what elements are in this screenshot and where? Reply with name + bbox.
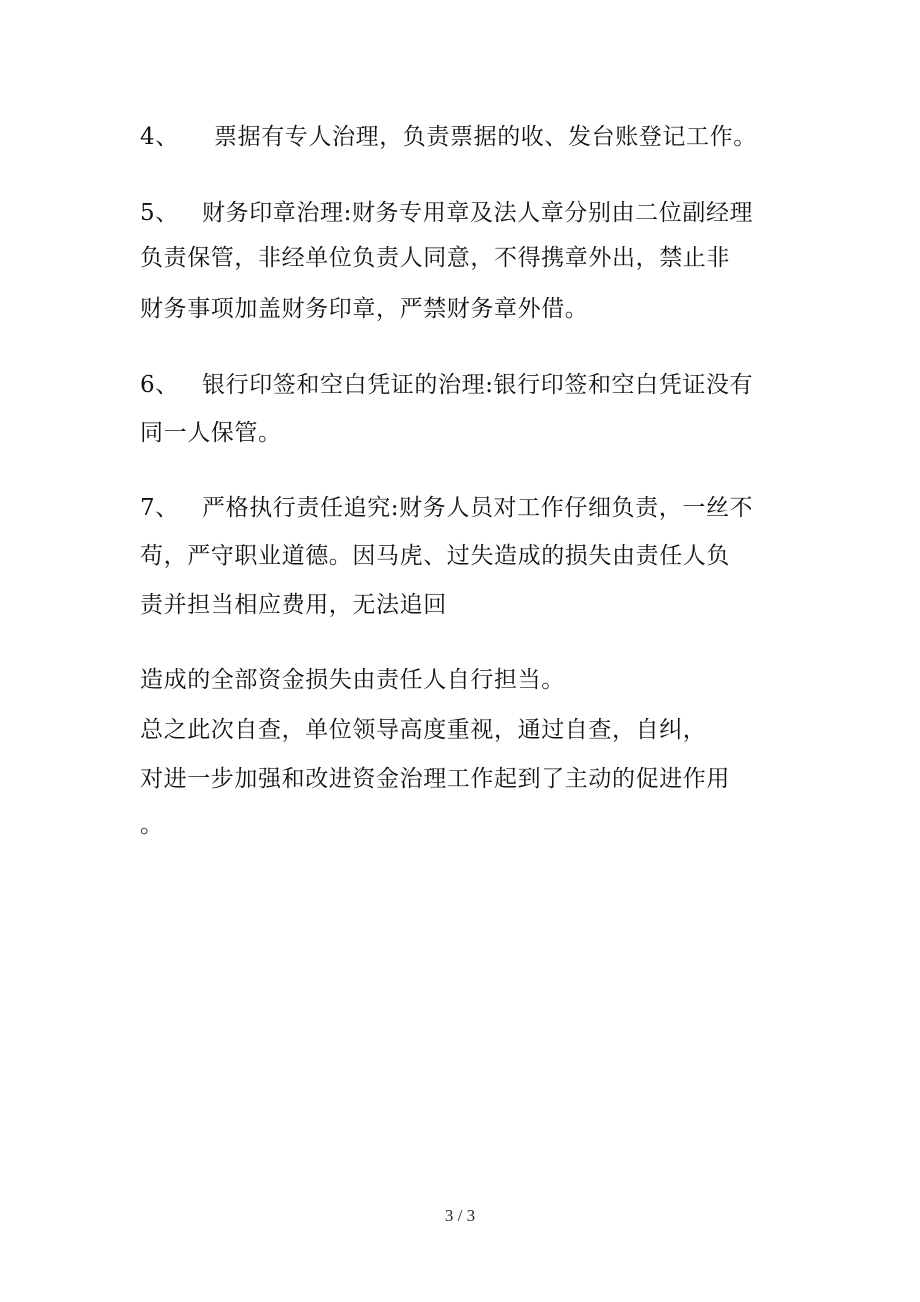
item-7-line-1 bbox=[140, 493, 753, 523]
item-5-line-2: 负责保管，非经单位负责人同意，不得携章外出，禁止非 bbox=[140, 245, 730, 271]
item-6-text-1: 银行印签和空白凭证的治理:银行印签和空白凭证没有 bbox=[202, 372, 754, 398]
closing-line-4: 。 bbox=[140, 812, 164, 838]
item-5-line-1 bbox=[140, 198, 753, 228]
item-6-line-2: 同一人保管。 bbox=[140, 420, 282, 446]
page-number: 3 / 3 bbox=[444, 1206, 476, 1225]
item-4-number: 4、 bbox=[140, 124, 179, 150]
item-7-text-1: 严格执行责任追究:财务人员对工作仔细负责，一丝不 bbox=[202, 495, 754, 521]
item-4-line-1 bbox=[140, 122, 757, 152]
closing-line-3: 对进一步加强和改进资金治理工作起到了主动的促进作用 bbox=[140, 766, 730, 792]
item-7-number: 7、 bbox=[140, 495, 179, 521]
item-5-line-3: 财务事项加盖财务印章，严禁财务章外借。 bbox=[140, 296, 589, 322]
item-6-number: 6、 bbox=[140, 372, 179, 398]
item-5-text-1: 财务印章治理:财务专用章及法人章分别由二位副经理 bbox=[202, 200, 754, 226]
item-7-line-2: 苟，严守职业道德。因马虎、过失造成的损失由责任人负 bbox=[140, 543, 730, 569]
item-6-line-1 bbox=[140, 370, 753, 400]
item-5-number: 5、 bbox=[140, 200, 179, 226]
closing-line-2: 总之此次自查，单位领导高度重视，通过自查，自纠， bbox=[140, 717, 707, 743]
item-4-text: 票据有专人治理，负责票据的收、发台账登记工作。 bbox=[214, 124, 757, 150]
closing-line-1: 造成的全部资金损失由责任人自行担当。 bbox=[140, 667, 565, 693]
item-7-line-3: 责并担当相应费用，无法追回 bbox=[140, 592, 447, 618]
